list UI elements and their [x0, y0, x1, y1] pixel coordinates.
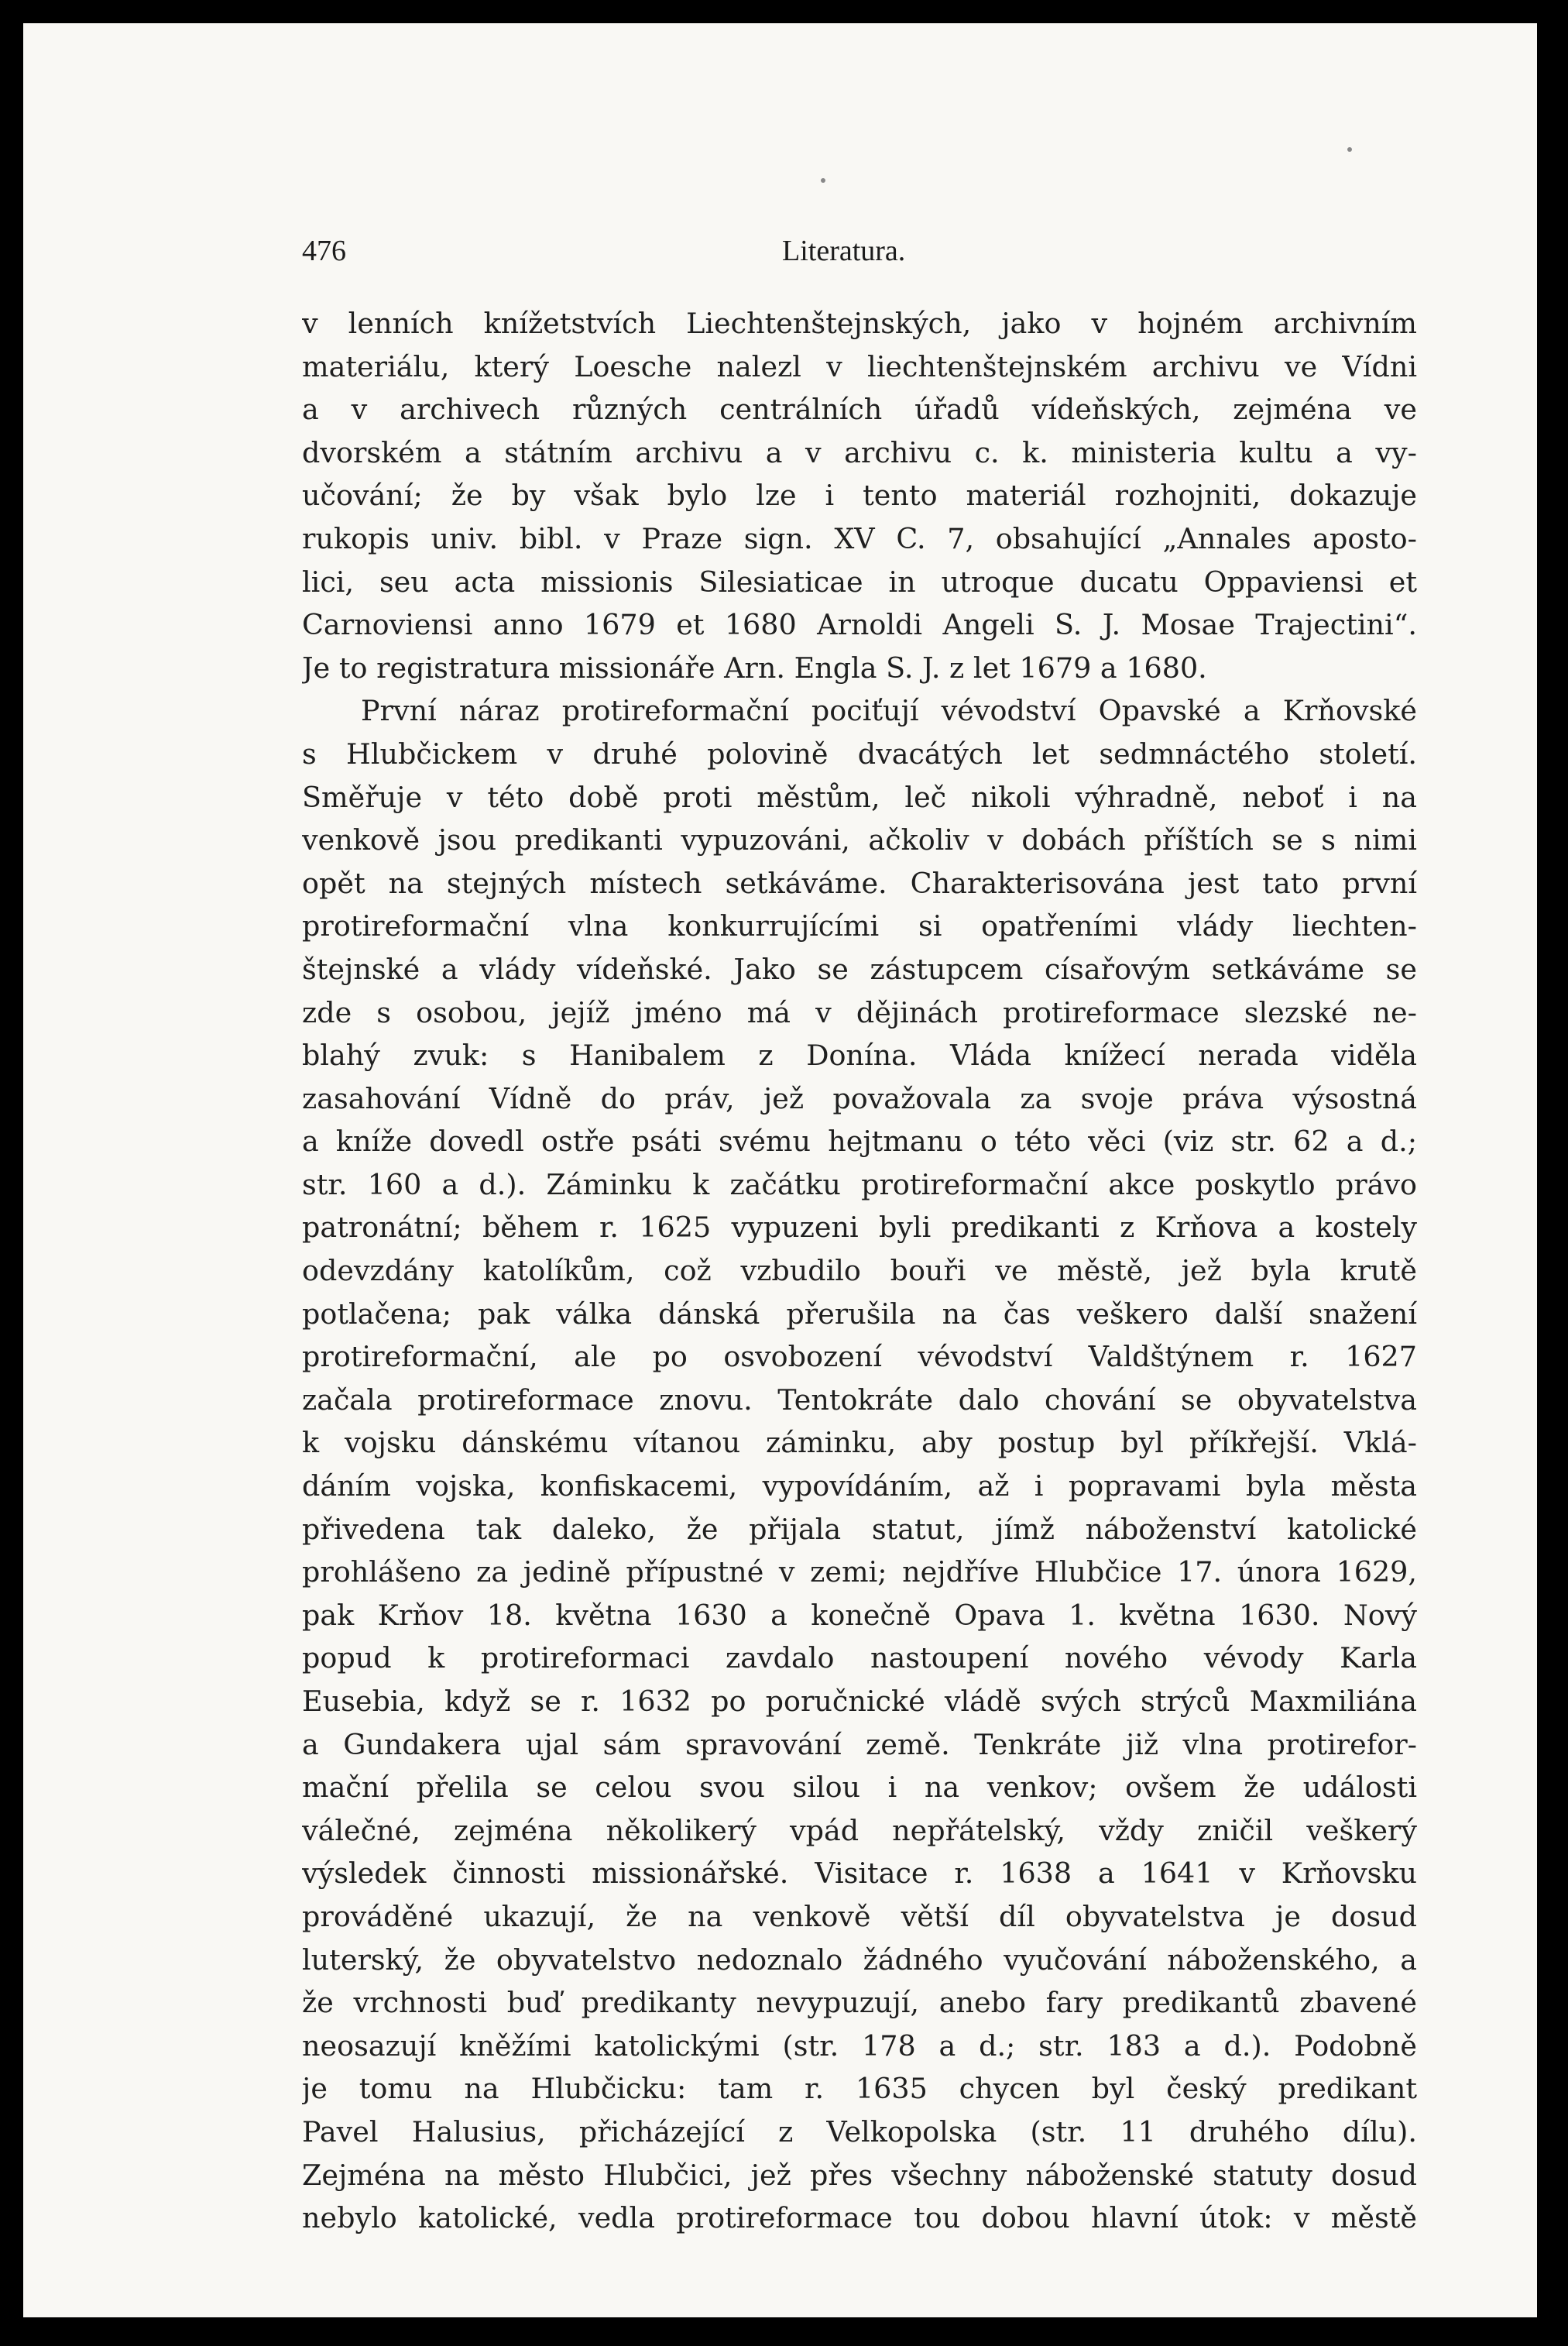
text-line: dáním vojska, konfiskacemi, vypovídáním, až i popravami byla města [302, 1469, 1417, 1503]
speck-mark [821, 178, 825, 183]
text-line: luterský, že obyvatelstvo nedoznalo žádného vyučování náboženského, a [302, 1942, 1417, 1977]
speck-mark [1347, 147, 1352, 152]
text-line: pak Krňov 18. května 1630 a konečně Opava 1. května 1630. Nový [302, 1598, 1417, 1632]
text-line: Pavel Halusius, přicházející z Velkopolska (str. 11 druhého dílu). [302, 2114, 1417, 2148]
text-line: začala protireformace znovu. Tentokráte dalo chování se obyvatelstva [302, 1383, 1417, 1417]
text-line: potlačena; pak válka dánská přerušila na čas veškero další snažení [302, 1297, 1417, 1331]
text-line: odevzdány katolíkům, což vzbudilo bouři ve městě, jež byla krutě [302, 1254, 1417, 1288]
text-line: protireformační, ale po osvobození vévodství Valdštýnem r. 1627 [302, 1340, 1417, 1374]
text-line: mační přelila se celou svou silou i na venkov; ovšem že události [302, 1771, 1417, 1805]
text-line: učování; že by však bylo lze i tento materiál rozhojniti, dokazuje [302, 479, 1417, 513]
text-line: Směřuje v této době proti městům, leč nikoli výhradně, neboť i na [302, 780, 1417, 814]
text-line: str. 160 a d.). Záminku k začátku protireformační akce poskytlo právo [302, 1167, 1417, 1201]
text-line: materiálu, který Loesche nalezl v liechtenštejnském archivu ve Vídni [302, 349, 1417, 383]
text-line: Carnoviensi anno 1679 et 1680 Arnoldi Angeli S. J. Mosae Trajectini“. [302, 608, 1417, 642]
text-line: popud k protireformaci zavdalo nastoupení nového vévody Karla [302, 1641, 1417, 1675]
text-line: neosazují kněžími katolickými (str. 178 a d.; str. 183 a d.). Podobně [302, 2028, 1417, 2063]
text-line: přivedena tak daleko, že přijala statut, jímž náboženství katolické [302, 1512, 1417, 1546]
text-line: prováděné ukazují, že na venkově větší díl obyvatelstva je dosud [302, 1899, 1417, 1933]
running-title: Literatura. [782, 235, 906, 267]
text-line: a v archivech různých centrálních úřadů vídeňských, zejména ve [302, 393, 1417, 427]
text-line: v lenních knížetstvích Liechtenštejnských, jako v hojném archivním [302, 307, 1417, 340]
text-line: že vrchnosti buď predikanty nevypuzují, anebo fary predikantů zbavené [302, 1986, 1417, 2020]
text-line: blahý zvuk: s Hanibalem z Donína. Vláda knížecí nerada viděla [302, 1039, 1417, 1073]
text-line: protireformační vlna konkurrujícími si opatřeními vlády liechten- [302, 909, 1417, 943]
text-line: dvorském a státním archivu a v archivu c. k. ministeria kultu a vy- [302, 435, 1417, 469]
text-line: prohlášeno za jedině přípustné v zemi; nejdříve Hlubčice 17. února 1629, [302, 1555, 1417, 1589]
text-line: opět na stejných místech setkáváme. Charakterisována jest tato první [302, 866, 1417, 900]
text-line: zasahování Vídně do práv, jež považovala za svoje práva výsostná [302, 1081, 1417, 1115]
text-line: Eusebia, když se r. 1632 po poručnické vládě svých strýců Maxmiliána [302, 1685, 1417, 1718]
text-line: výsledek činnosti missionářské. Visitace r. 1638 a 1641 v Krňovsku [302, 1857, 1417, 1891]
text-line: nebylo katolické, vedla protireformace tou dobou hlavní útok: v městě [302, 2201, 1417, 2235]
text-line: venkově jsou predikanti vypuzováni, ačkoliv v dobách příštích se s nimi [302, 823, 1417, 857]
text-line: k vojsku dánskému vítanou záminku, aby postup byl příkřejší. Vklá- [302, 1426, 1417, 1460]
text-line: lici, seu acta missionis Silesiaticae in utroque ducatu Oppaviensi et [302, 565, 1417, 599]
text-line: štejnské a vlády vídeňské. Jako se zástupcem císařovým setkáváme se [302, 952, 1417, 986]
body-text [302, 302, 1417, 2240]
text-line: Je to registratura missionáře Arn. Engla S. J. z let 1679 a 1680. [302, 651, 1207, 685]
text-line: První náraz protireformační pociťují vévodství Opavské a Krňovské [361, 694, 1417, 728]
page-number: 476 [302, 235, 346, 267]
text-line: Zejména na město Hlubčici, jež přes všechny náboženské statuty dosud [302, 2158, 1417, 2192]
text-line: rukopis univ. bibl. v Praze sign. XV C. 7, obsahující „Annales aposto- [302, 521, 1417, 555]
text-line: patronátní; během r. 1625 vypuzeni byli predikanti z Krňova a kostely [302, 1211, 1417, 1245]
text-line: s Hlubčickem v druhé polovině dvacátých let sedmnáctého století. [302, 737, 1417, 771]
text-line: a kníže dovedl ostře psáti svému hejtmanu o této věci (viz str. 62 a d.; [302, 1125, 1417, 1159]
page-header [302, 234, 1417, 273]
text-line: je tomu na Hlubčicku: tam r. 1635 chycen byl český predikant [302, 2072, 1417, 2106]
text-line: zde s osobou, jejíž jméno má v dějinách protireformace slezské ne- [302, 995, 1417, 1029]
text-line: válečné, zejména několikerý vpád nepřátelský, vždy zničil veškerý [302, 1813, 1417, 1847]
text-line: a Gundakera ujal sám spravování země. Tenkráte již vlna protirefor- [302, 1727, 1417, 1761]
